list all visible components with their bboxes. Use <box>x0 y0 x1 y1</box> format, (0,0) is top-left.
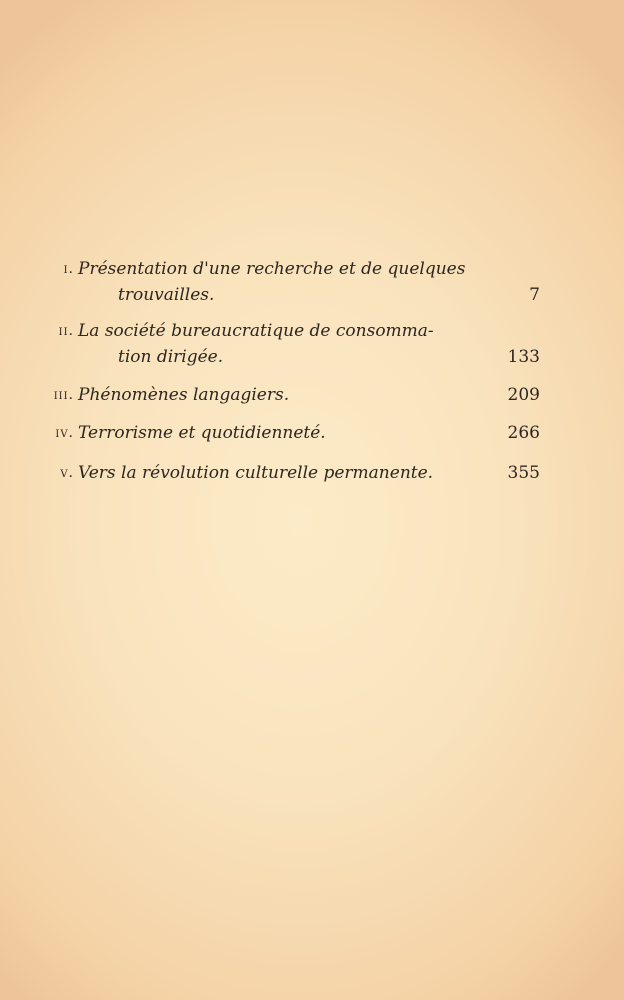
page-number: 209 <box>507 385 540 405</box>
chapter-title <box>78 460 488 486</box>
page-number: 7 <box>529 285 540 305</box>
chapter-title <box>78 382 488 408</box>
chapter-title-line: La société bureaucratique de consomma- <box>78 321 434 341</box>
chapter-title-line: trouvailles. <box>118 285 215 305</box>
chapter-title-line: Vers la révolution culturelle permanente. <box>78 463 434 483</box>
page-number: 355 <box>507 463 540 483</box>
chapter-title <box>78 318 488 370</box>
chapter-title-line: Terrorisme et quotidienneté. <box>78 423 326 443</box>
chapter-numeral: iv. <box>55 425 74 441</box>
chapter-title <box>78 420 488 446</box>
chapter-numeral: iii. <box>53 387 74 403</box>
page-number: 133 <box>507 347 540 367</box>
page-number: 266 <box>507 423 540 443</box>
chapter-numeral: i. <box>63 261 74 277</box>
chapter-title-line: tion dirigée. <box>118 347 224 367</box>
chapter-title <box>78 256 488 308</box>
chapter-title-line: Phénomènes langagiers. <box>78 385 290 405</box>
chapter-title-line: Présentation d'une recherche et de quelques <box>78 259 466 279</box>
chapter-numeral: v. <box>60 465 74 481</box>
chapter-numeral: ii. <box>58 323 74 339</box>
